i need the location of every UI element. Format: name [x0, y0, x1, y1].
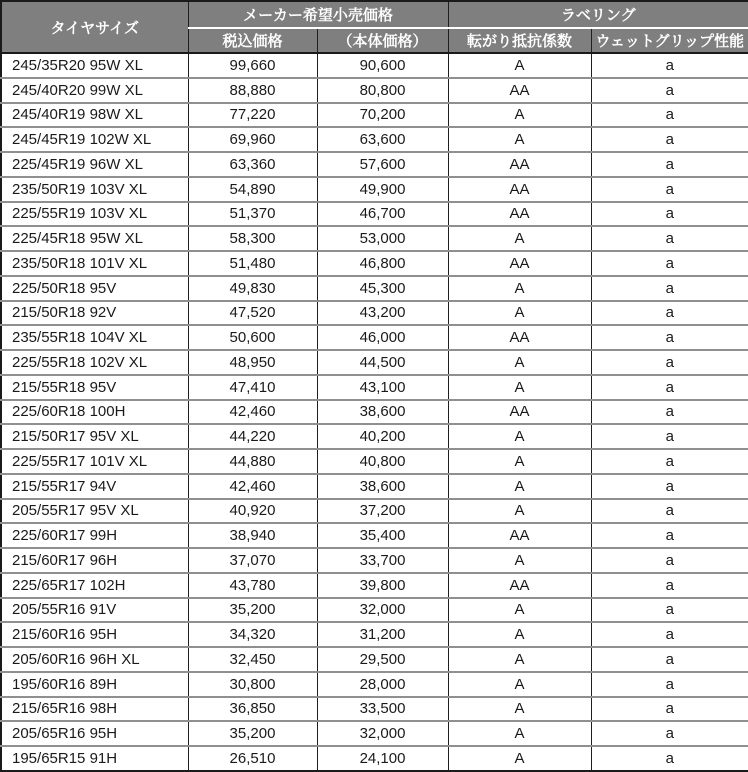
tire-size-cell: 205/55R17 95V XL	[1, 499, 188, 524]
column-group-msrp: メーカー希望小売価格	[188, 1, 448, 28]
table-row	[1, 276, 748, 301]
tire-size-cell: 245/35R20 95W XL	[1, 53, 188, 78]
price-tax-included-cell: 32,450	[188, 647, 317, 672]
tire-size-cell: 225/55R19 103V XL	[1, 202, 188, 227]
price-tax-included-cell: 35,200	[188, 598, 317, 623]
table-row	[1, 103, 748, 128]
tire-size-cell: 225/45R18 95W XL	[1, 226, 188, 251]
tire-size-cell: 205/55R16 91V	[1, 598, 188, 623]
table-row	[1, 127, 748, 152]
rolling-resistance-cell: A	[448, 350, 591, 375]
price-tax-included-cell: 44,880	[188, 449, 317, 474]
price-base-cell: 49,900	[317, 177, 448, 202]
header-group-row	[1, 1, 748, 28]
price-base-cell: 46,000	[317, 325, 448, 350]
rolling-resistance-cell: A	[448, 672, 591, 697]
tire-size-cell: 215/55R17 94V	[1, 474, 188, 499]
price-base-cell: 35,400	[317, 523, 448, 548]
price-tax-included-cell: 36,850	[188, 697, 317, 722]
rolling-resistance-cell: A	[448, 127, 591, 152]
price-tax-included-cell: 50,600	[188, 325, 317, 350]
table-row	[1, 53, 748, 78]
rolling-resistance-cell: A	[448, 697, 591, 722]
wet-grip-cell: a	[591, 251, 748, 276]
tire-size-cell: 245/40R20 99W XL	[1, 78, 188, 103]
price-tax-included-cell: 58,300	[188, 226, 317, 251]
column-header-wet-grip: ウェットグリップ性能	[591, 28, 748, 53]
price-tax-included-cell: 51,480	[188, 251, 317, 276]
wet-grip-cell: a	[591, 523, 748, 548]
price-tax-included-cell: 88,880	[188, 78, 317, 103]
table-row	[1, 301, 748, 326]
price-base-cell: 33,700	[317, 548, 448, 573]
price-base-cell: 57,600	[317, 152, 448, 177]
table-header	[1, 1, 748, 53]
price-base-cell: 39,800	[317, 573, 448, 598]
rolling-resistance-cell: A	[448, 548, 591, 573]
wet-grip-cell: a	[591, 226, 748, 251]
tire-size-cell: 205/60R16 96H XL	[1, 647, 188, 672]
price-tax-included-cell: 51,370	[188, 202, 317, 227]
table-row	[1, 400, 748, 425]
price-tax-included-cell: 30,800	[188, 672, 317, 697]
price-tax-included-cell: 47,410	[188, 375, 317, 400]
tire-size-cell: 215/50R18 92V	[1, 301, 188, 326]
price-tax-included-cell: 77,220	[188, 103, 317, 128]
rolling-resistance-cell: A	[448, 375, 591, 400]
rolling-resistance-cell: A	[448, 598, 591, 623]
rolling-resistance-cell: A	[448, 647, 591, 672]
table-row	[1, 548, 748, 573]
column-header-price-base: （本体価格）	[317, 28, 448, 53]
wet-grip-cell: a	[591, 721, 748, 746]
wet-grip-cell: a	[591, 598, 748, 623]
tire-size-cell: 225/50R18 95V	[1, 276, 188, 301]
price-base-cell: 63,600	[317, 127, 448, 152]
table-row	[1, 523, 748, 548]
wet-grip-cell: a	[591, 647, 748, 672]
rolling-resistance-cell: AA	[448, 251, 591, 276]
wet-grip-cell: a	[591, 400, 748, 425]
column-header-rolling-resistance: 転がり抵抗係数	[448, 28, 591, 53]
wet-grip-cell: a	[591, 499, 748, 524]
wet-grip-cell: a	[591, 746, 748, 771]
table-body	[1, 53, 748, 771]
table-row	[1, 598, 748, 623]
price-tax-included-cell: 69,960	[188, 127, 317, 152]
tire-size-cell: 225/45R19 96W XL	[1, 152, 188, 177]
tire-size-cell: 215/65R16 98H	[1, 697, 188, 722]
table-row	[1, 697, 748, 722]
tire-size-cell: 235/55R18 104V XL	[1, 325, 188, 350]
tire-size-cell: 225/55R17 101V XL	[1, 449, 188, 474]
table-row	[1, 325, 748, 350]
price-base-cell: 32,000	[317, 721, 448, 746]
column-header-price-tax-included: 税込価格	[188, 28, 317, 53]
price-tax-included-cell: 42,460	[188, 474, 317, 499]
table-row	[1, 152, 748, 177]
wet-grip-cell: a	[591, 548, 748, 573]
rolling-resistance-cell: AA	[448, 78, 591, 103]
rolling-resistance-cell: A	[448, 474, 591, 499]
table-row	[1, 622, 748, 647]
column-header-tire-size: タイヤサイズ	[1, 1, 188, 53]
wet-grip-cell: a	[591, 325, 748, 350]
price-base-cell: 40,200	[317, 424, 448, 449]
wet-grip-cell: a	[591, 449, 748, 474]
wet-grip-cell: a	[591, 202, 748, 227]
price-tax-included-cell: 49,830	[188, 276, 317, 301]
tire-size-cell: 195/65R15 91H	[1, 746, 188, 771]
price-tax-included-cell: 42,460	[188, 400, 317, 425]
wet-grip-cell: a	[591, 424, 748, 449]
wet-grip-cell: a	[591, 622, 748, 647]
wet-grip-cell: a	[591, 573, 748, 598]
rolling-resistance-cell: AA	[448, 523, 591, 548]
price-tax-included-cell: 34,320	[188, 622, 317, 647]
price-base-cell: 80,800	[317, 78, 448, 103]
rolling-resistance-cell: A	[448, 424, 591, 449]
price-tax-included-cell: 40,920	[188, 499, 317, 524]
tire-size-cell: 235/50R19 103V XL	[1, 177, 188, 202]
price-tax-included-cell: 47,520	[188, 301, 317, 326]
price-base-cell: 40,800	[317, 449, 448, 474]
price-base-cell: 53,000	[317, 226, 448, 251]
price-base-cell: 43,200	[317, 301, 448, 326]
tire-size-cell: 225/60R18 100H	[1, 400, 188, 425]
price-base-cell: 37,200	[317, 499, 448, 524]
rolling-resistance-cell: A	[448, 746, 591, 771]
price-tax-included-cell: 54,890	[188, 177, 317, 202]
tire-size-cell: 245/40R19 98W XL	[1, 103, 188, 128]
wet-grip-cell: a	[591, 474, 748, 499]
table-row	[1, 672, 748, 697]
wet-grip-cell: a	[591, 53, 748, 78]
tire-size-cell: 225/60R17 99H	[1, 523, 188, 548]
price-base-cell: 32,000	[317, 598, 448, 623]
price-tax-included-cell: 38,940	[188, 523, 317, 548]
rolling-resistance-cell: A	[448, 499, 591, 524]
price-tax-included-cell: 44,220	[188, 424, 317, 449]
tire-size-cell: 215/60R17 96H	[1, 548, 188, 573]
wet-grip-cell: a	[591, 152, 748, 177]
price-base-cell: 46,700	[317, 202, 448, 227]
table-row	[1, 177, 748, 202]
price-base-cell: 29,500	[317, 647, 448, 672]
rolling-resistance-cell: A	[448, 301, 591, 326]
wet-grip-cell: a	[591, 276, 748, 301]
table-row	[1, 350, 748, 375]
rolling-resistance-cell: A	[448, 622, 591, 647]
rolling-resistance-cell: A	[448, 103, 591, 128]
rolling-resistance-cell: AA	[448, 325, 591, 350]
price-tax-included-cell: 43,780	[188, 573, 317, 598]
tire-size-cell: 225/65R17 102H	[1, 573, 188, 598]
wet-grip-cell: a	[591, 103, 748, 128]
price-base-cell: 28,000	[317, 672, 448, 697]
rolling-resistance-cell: A	[448, 721, 591, 746]
price-base-cell: 38,600	[317, 474, 448, 499]
rolling-resistance-cell: AA	[448, 202, 591, 227]
tire-size-cell: 215/55R18 95V	[1, 375, 188, 400]
rolling-resistance-cell: A	[448, 53, 591, 78]
table-row	[1, 499, 748, 524]
rolling-resistance-cell: A	[448, 449, 591, 474]
table-row	[1, 375, 748, 400]
table-row	[1, 251, 748, 276]
price-base-cell: 33,500	[317, 697, 448, 722]
price-tax-included-cell: 63,360	[188, 152, 317, 177]
price-base-cell: 45,300	[317, 276, 448, 301]
table-row	[1, 424, 748, 449]
tire-size-cell: 205/65R16 95H	[1, 721, 188, 746]
price-tax-included-cell: 26,510	[188, 746, 317, 771]
rolling-resistance-cell: AA	[448, 152, 591, 177]
price-base-cell: 43,100	[317, 375, 448, 400]
price-tax-included-cell: 99,660	[188, 53, 317, 78]
price-tax-included-cell: 48,950	[188, 350, 317, 375]
rolling-resistance-cell: AA	[448, 573, 591, 598]
table-row	[1, 449, 748, 474]
rolling-resistance-cell: AA	[448, 400, 591, 425]
price-tax-included-cell: 35,200	[188, 721, 317, 746]
wet-grip-cell: a	[591, 350, 748, 375]
column-group-labeling: ラベリング	[448, 1, 748, 28]
price-base-cell: 24,100	[317, 746, 448, 771]
rolling-resistance-cell: A	[448, 276, 591, 301]
wet-grip-cell: a	[591, 301, 748, 326]
table-row	[1, 474, 748, 499]
price-tax-included-cell: 37,070	[188, 548, 317, 573]
wet-grip-cell: a	[591, 127, 748, 152]
price-base-cell: 44,500	[317, 350, 448, 375]
tire-size-cell: 245/45R19 102W XL	[1, 127, 188, 152]
price-base-cell: 90,600	[317, 53, 448, 78]
table-row	[1, 573, 748, 598]
rolling-resistance-cell: A	[448, 226, 591, 251]
table-row	[1, 202, 748, 227]
price-base-cell: 70,200	[317, 103, 448, 128]
table-row	[1, 647, 748, 672]
table-row	[1, 721, 748, 746]
wet-grip-cell: a	[591, 78, 748, 103]
table-row	[1, 746, 748, 771]
tire-size-cell: 195/60R16 89H	[1, 672, 188, 697]
price-base-cell: 38,600	[317, 400, 448, 425]
price-base-cell: 46,800	[317, 251, 448, 276]
tire-size-cell: 215/60R16 95H	[1, 622, 188, 647]
wet-grip-cell: a	[591, 177, 748, 202]
wet-grip-cell: a	[591, 672, 748, 697]
tire-size-cell: 225/55R18 102V XL	[1, 350, 188, 375]
rolling-resistance-cell: AA	[448, 177, 591, 202]
wet-grip-cell: a	[591, 697, 748, 722]
table-row	[1, 78, 748, 103]
wet-grip-cell: a	[591, 375, 748, 400]
tire-size-cell: 215/50R17 95V XL	[1, 424, 188, 449]
table-row	[1, 226, 748, 251]
price-base-cell: 31,200	[317, 622, 448, 647]
tire-size-cell: 235/50R18 101V XL	[1, 251, 188, 276]
